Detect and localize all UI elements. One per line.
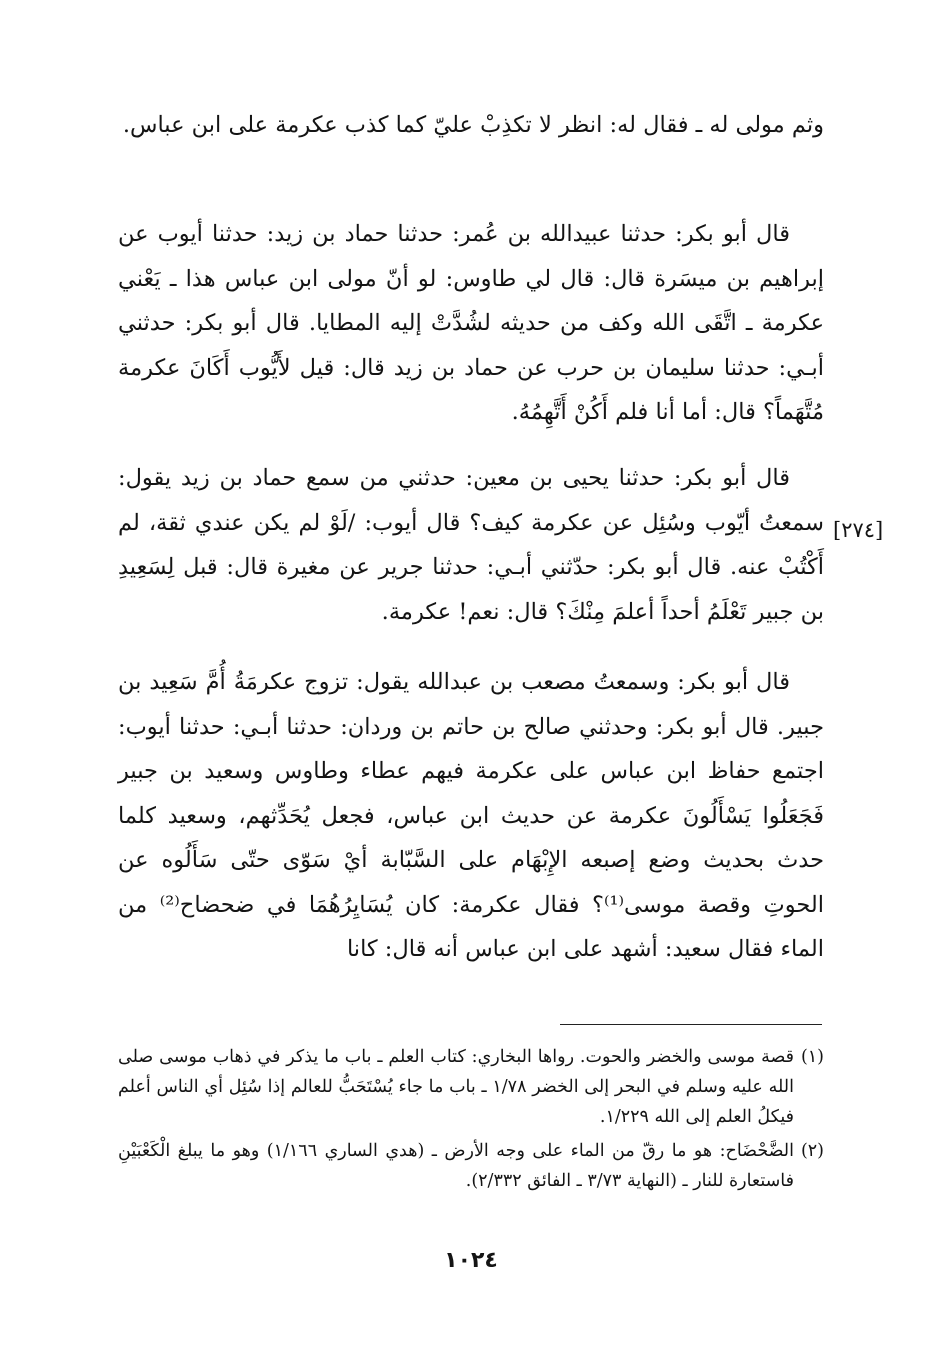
paragraph-2: قال أبو بكر: حدثنا عبيدالله بن عُمر: حدثنا حماد بن زيد: حدثنا أيوب عن إبراهيم بن ميسَرة قال: قال لي طاوس: لو أنّ مولى ابن عباس هذا ـ يَعْني عكرمة ـ اتَّقَى الله وكف من حديثه لشُدَّتْ إليه المطايا. قال أبو بكر: حدثني أبـي: حدثنا سليمان بن حرب عن حماد بن زيد قال: قيل لأَيُّوب أَكَانَ عكرمة مُتَّهَماً؟ قال: أما أنا فلم أَكُنْ أَتَّهِمُهُ.: [118, 221, 824, 425]
footnote-text: قصة موسى والخضر والحوت. رواها البخاري: كتاب العلم ـ باب ما يذكر في ذهاب موسى صلى الله عليه وسلم في البحر إلى الخضر ١/٧٨ ـ باب ما جاء يُسْتَحَبُّ للعالم إذا سُئِل أي الناس أعلم فيكلُ العلم إلى الله ١/٢٢٩.: [118, 1047, 794, 1127]
footnote-number: (١): [800, 1047, 824, 1067]
footnote-1: [118, 1042, 824, 1132]
footnote-separator: [560, 1024, 822, 1025]
body-text-block-4: [118, 660, 824, 972]
body-text-block-2: [118, 212, 824, 435]
paragraph-1: وثم مولى له ـ فقال له: انظر لا تكذِبْ عليّ كما كذب عكرمة على ابن عباس.: [122, 112, 824, 138]
body-text-block-1: [118, 103, 824, 148]
margin-page-reference: [٢٧٤]: [833, 518, 884, 542]
footnotes: [118, 1042, 824, 1200]
body-text-block-3: [118, 456, 824, 634]
page-number: ١٠٢٤: [444, 1248, 498, 1273]
paragraph-3: قال أبو بكر: حدثنا يحيى بن معين: حدثني من سمع حماد بن زيد يقول: سمعتُ أيّوب وسُئِل عن عكرمة كيف؟ قال أيوب: /لَوْ لم يكن عندي ثقة، لم أَكْتُبْ عنه. قال أبو بكر: حدّثني أبـي: حدثنا جرير عن مغيرة قال: قبل لِسَعِيدِ بن جبير تَعْلَمُ أحداً أعلمَ مِنْكَ؟ قال: نعم! عكرمة.: [118, 465, 824, 625]
footnote-text: الضَّحْضَاح: هو ما رقّ من الماء على وجه الأرض ـ (هدي الساري ١/١٦٦) وهو ما يبلغ الْكَعْبَيْنِ فاستعارة للنار ـ (النهاية ٣/٧٣ ـ الفائق ٢/٣٣٢).: [118, 1141, 794, 1191]
paragraph-4: قال أبو بكر: وسمعتُ مصعب بن عبدالله يقول: تزوج عكرمَةُ أُمَّ سَعِيد بن جبير. قال أبو بكر: وحدثني صالح بن حاتم بن وردان: حدثنا أبـي: حدثنا أيوب: اجتمع حفاظ ابن عباس على عكرمة فيهم عطاء وطاوس وسعيد بن جبير فَجَعَلُوا يَسْأَلُونَ عكرمة عن حديث ابن عباس، فجعل يُحَدِّثهم، وسعيد كلما حدث بحديث وضع إصبعه الإِبْهَام على السَّبّابة أيْ سَوّى حتّى سَأَلُوه عن الحوتِ وقصة موسى⁽¹⁾؟ فقال عكرمة: كان يُسَايِرُهُمَا في ضحضاح⁽²⁾ من الماء فقال سعيد: أشهد على ابن عباس أنه قال: كانا: [118, 669, 824, 962]
footnote-number: (٢): [800, 1141, 824, 1161]
footnote-2: [118, 1136, 824, 1196]
